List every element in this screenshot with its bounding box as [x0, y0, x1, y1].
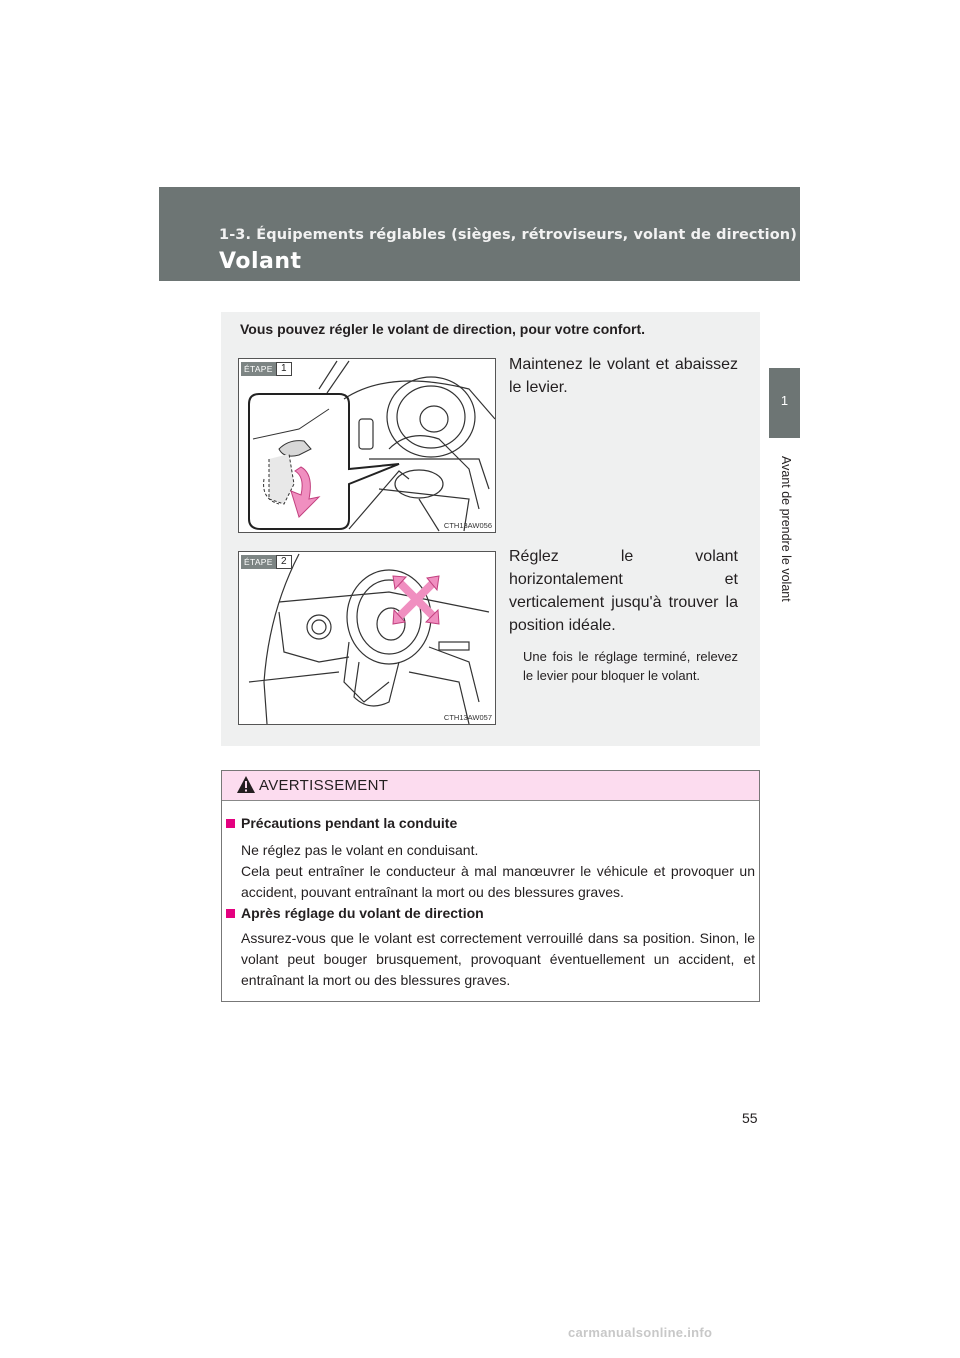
step-label: ÉTAPE: [241, 362, 276, 376]
chapter-tab: [769, 368, 800, 438]
page-header: [159, 187, 800, 281]
steering-lever-illustration: [239, 359, 496, 533]
watermark: carmanualsonline.info: [568, 1325, 713, 1340]
step-1-text: Maintenez le volant et abaissez le levier.: [509, 356, 738, 396]
chapter-number: 1: [780, 393, 789, 408]
page-number: 55: [742, 1110, 758, 1126]
warning-box: [221, 770, 760, 1002]
warning-line: Ne réglez pas le volant en conduisant.: [241, 842, 479, 858]
step-label: ÉTAPE: [241, 555, 276, 569]
figure-code: CTH13AW057: [443, 713, 492, 722]
step-number: 2: [276, 555, 292, 569]
bullet-square-icon: [226, 819, 235, 828]
figure-code: CTH13AW056: [443, 521, 492, 530]
step-2-text: Réglez le volant horizontalement et verticalement jusqu'à trouver la position idéale.: [509, 548, 738, 634]
warning-triangle-icon: [236, 775, 256, 794]
warning-heading-1: Précautions pendant la conduite: [226, 815, 457, 831]
warning-heading-2: Après réglage du volant de direction: [226, 905, 484, 921]
step-number: 1: [276, 362, 292, 376]
warning-header: [222, 771, 759, 801]
step-2-figure: [238, 551, 496, 725]
steering-adjust-illustration: [239, 552, 496, 725]
step-badge: [241, 362, 292, 376]
intro-text: Vous pouvez régler le volant de direction, pour votre confort.: [240, 321, 646, 337]
bullet-square-icon: [226, 909, 235, 918]
warning-line: Cela peut entraîner le conducteur à mal manœuvrer le véhicule et provoquer un accident, pouvant entraînant la mort ou des blessures graves.: [241, 863, 755, 900]
warning-title: AVERTISSEMENT: [259, 777, 389, 794]
chapter-label: Avant de prendre le volant: [779, 456, 793, 602]
step-badge: [241, 555, 292, 569]
chapter-side-label: [777, 448, 793, 618]
page-title: Volant: [219, 249, 302, 274]
step-2-note: Une fois le réglage terminé, relevez le levier pour bloquer le volant.: [523, 649, 738, 683]
warning-line: Assurez-vous que le volant est correctement verrouillé dans sa position. Sinon, le volant peut bouger brusquement, provoquant éventuellement un accident, et entraînant la mort ou des blessures graves.: [241, 930, 755, 988]
section-title: 1-3. Équipements réglables (sièges, rétroviseurs, volant de direction): [219, 227, 797, 243]
step-1-figure: [238, 358, 496, 533]
